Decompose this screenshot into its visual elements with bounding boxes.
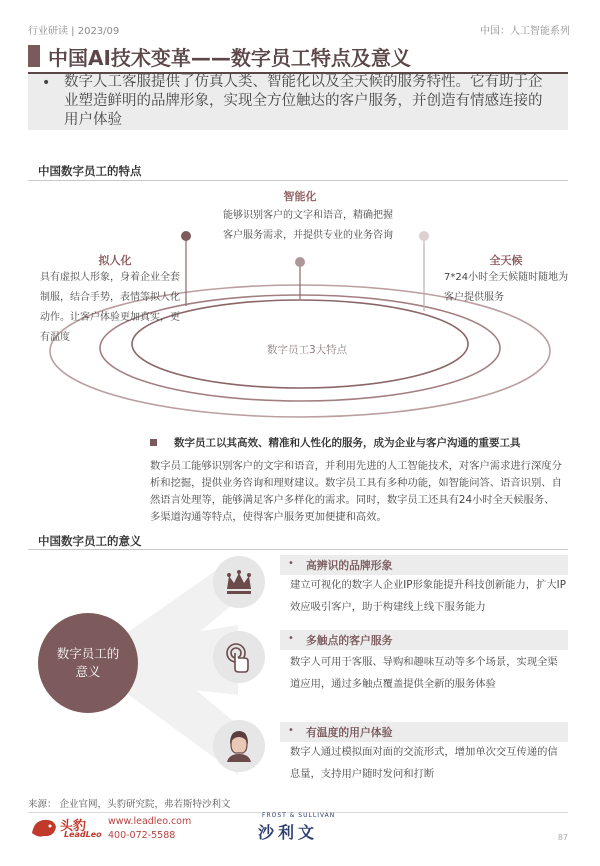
leopard-logo-icon <box>30 815 58 841</box>
feature-text-allweather: 7*24小时全天候随时随地为客户提供服务 <box>444 272 569 303</box>
connector-dot-3 <box>419 231 429 241</box>
crown-icon <box>213 556 265 608</box>
touch-icon <box>213 631 265 683</box>
heading-square-marker <box>150 439 157 446</box>
feature-title-allweather: 全天候 <box>489 254 523 267</box>
meaning-section-title: 中国数字员工的意义 <box>38 534 142 548</box>
page-title: 中国AI技术变革——数字员工特点及意义 <box>48 46 411 70</box>
title-accent-bar <box>28 45 40 67</box>
meaning-text-2: 数字人可用于客服、导购和趣味互动等多个场景，实现全渠道应用，通过多触点覆盖提供全新的服务体验 <box>290 656 558 690</box>
features-bold-heading: 数字员工以其高效、精准和人性化的服务，成为企业与客户沟通的重要工具 <box>174 437 521 449</box>
meaning-heading-3: 有温度的用户体验 <box>306 726 393 739</box>
features-center-label: 数字员工3大特点 <box>267 344 348 356</box>
meaning-bullet-3: • <box>288 725 294 736</box>
feature-text-humanlike: 具有虚拟人形象，身着企业全套制服，结合手势，表情等拟人化动作。让客户体验更加真实，更有温度 <box>40 272 180 343</box>
brand-name: 头豹 <box>60 819 87 834</box>
meaning-center-circle <box>38 613 138 713</box>
feature-title-intelligent: 智能化 <box>283 190 317 203</box>
meaning-bullet-2: • <box>288 633 294 644</box>
meaning-center-label: 数字员工的意义 <box>56 646 120 679</box>
report-category: 行业研读 | 2023/09 <box>28 26 120 37</box>
summary-text: 数字人工客服提供了仿真人类、智能化以及全天候的服务特性。它有助于企业塑造鲜明的品牌形象，实现全方位触达的客户服务，并创造有情感连接的用户体验 <box>64 74 543 128</box>
connector-dot-1 <box>181 231 191 241</box>
source-note: 来源： 企业官网，头豹研究院，弗若斯特沙利文 <box>28 799 231 810</box>
partner-name-cn: 沙利文 <box>258 823 319 842</box>
connector-dot-2 <box>295 257 305 267</box>
brand-name-en: LeadLeo <box>64 830 102 839</box>
meaning-icon-circle-2 <box>213 631 265 683</box>
features-section-title: 中国数字员工的特点 <box>38 164 142 178</box>
meaning-heading-1: 高辨识的品牌形象 <box>306 559 393 572</box>
meaning-heading-2: 多触点的客户服务 <box>306 634 393 647</box>
phone-number: 400-072-5588 <box>108 830 176 841</box>
report-series: 中国：人工智能系列 <box>480 26 570 37</box>
feature-text-intelligent: 能够识别客户的文字和语音，精确把握客户服务需求，并提供专业的业务咨询 <box>223 210 393 241</box>
features-paragraph: 数字员工能够识别客户的文字和语音，并利用先进的人工智能技术，对客户需求进行深度分析和挖掘，提供业务咨询和理财建议。数字员工具有多种功能，如智能问答、语音识别、自然语言处理等，能够满足客户多样化的需求。同时，数字员工还具有24小时全天候服务、多渠道沟通等特点，使得客户服务更加便捷和高效。 <box>150 460 562 523</box>
person-icon <box>213 720 265 772</box>
meaning-text-1: 建立可视化的数字人企业IP形象能提升科技创新能力，扩大IP效应吸引客户，助于构建线上线下服务能力 <box>290 579 566 613</box>
meaning-icon-circle-1 <box>213 556 265 608</box>
meaning-text-3: 数字人通过模拟面对面的交流形式，增加单次交互传递的信息量，支持用户随时发问和打断 <box>290 746 558 780</box>
summary-bullet: • <box>42 75 51 91</box>
feature-title-humanlike: 拟人化 <box>98 254 132 267</box>
partner-name-en: FROST & SULLIVAN <box>262 812 336 819</box>
meaning-bullet-1: • <box>288 558 294 569</box>
meaning-icon-circle-3 <box>213 720 265 772</box>
website-link[interactable]: www.leadleo.com <box>108 816 192 827</box>
page-number: 87 <box>557 833 568 842</box>
